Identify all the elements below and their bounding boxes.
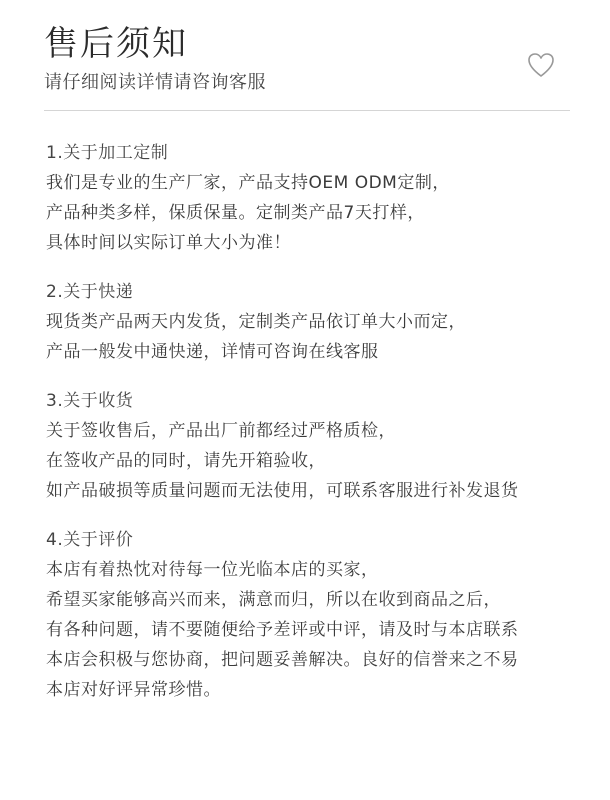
section-line: 产品种类多样，保质保量。定制类产品7天打样， (46, 203, 425, 223)
header-divider (44, 110, 570, 111)
section-shipping (46, 277, 602, 367)
section-reviews (46, 525, 602, 705)
section-line: 我们是专业的生产厂家，产品支持OEM ODM定制， (46, 173, 450, 193)
section-line: 关于签收售后，产品出厂前都经过严格质检， (46, 421, 396, 441)
section-line: 希望买家能够高兴而来，满意而归，所以在收到商品之后， (46, 590, 501, 610)
section-title: 1.关于加工定制 (46, 143, 169, 163)
page-header (44, 22, 570, 96)
section-line: 本店对好评异常珍惜。 (46, 680, 221, 700)
section-line: 现货类产品两天内发货，定制类产品依订单大小而定， (46, 312, 466, 332)
section-line: 产品一般发中通快递，详情可咨询在线客服 (46, 342, 379, 362)
notice-content (46, 138, 602, 724)
section-line: 具体时间以实际订单大小为准！ (46, 233, 291, 253)
section-title: 3.关于收货 (46, 391, 134, 411)
section-line: 本店有着热忱对待每一位光临本店的买家， (46, 560, 379, 580)
section-line: 在签收产品的同时，请先开箱验收， (46, 451, 326, 471)
page-subtitle: 请仔细阅读详情请咨询客服 (44, 72, 266, 93)
section-line: 有各种问题，请不要随便给予差评或中评，请及时与本店联系 (46, 620, 519, 640)
section-customization (46, 138, 602, 258)
section-line: 如产品破损等质量问题而无法使用，可联系客服进行补发退货 (46, 481, 519, 501)
section-line: 本店会积极与您协商，把问题妥善解决。良好的信誉来之不易 (46, 650, 519, 670)
section-title: 4.关于评价 (46, 530, 134, 550)
section-receiving (46, 386, 602, 506)
section-title: 2.关于快递 (46, 282, 134, 302)
heart-outline-icon[interactable] (526, 51, 556, 79)
page-title: 售后须知 (44, 24, 188, 64)
